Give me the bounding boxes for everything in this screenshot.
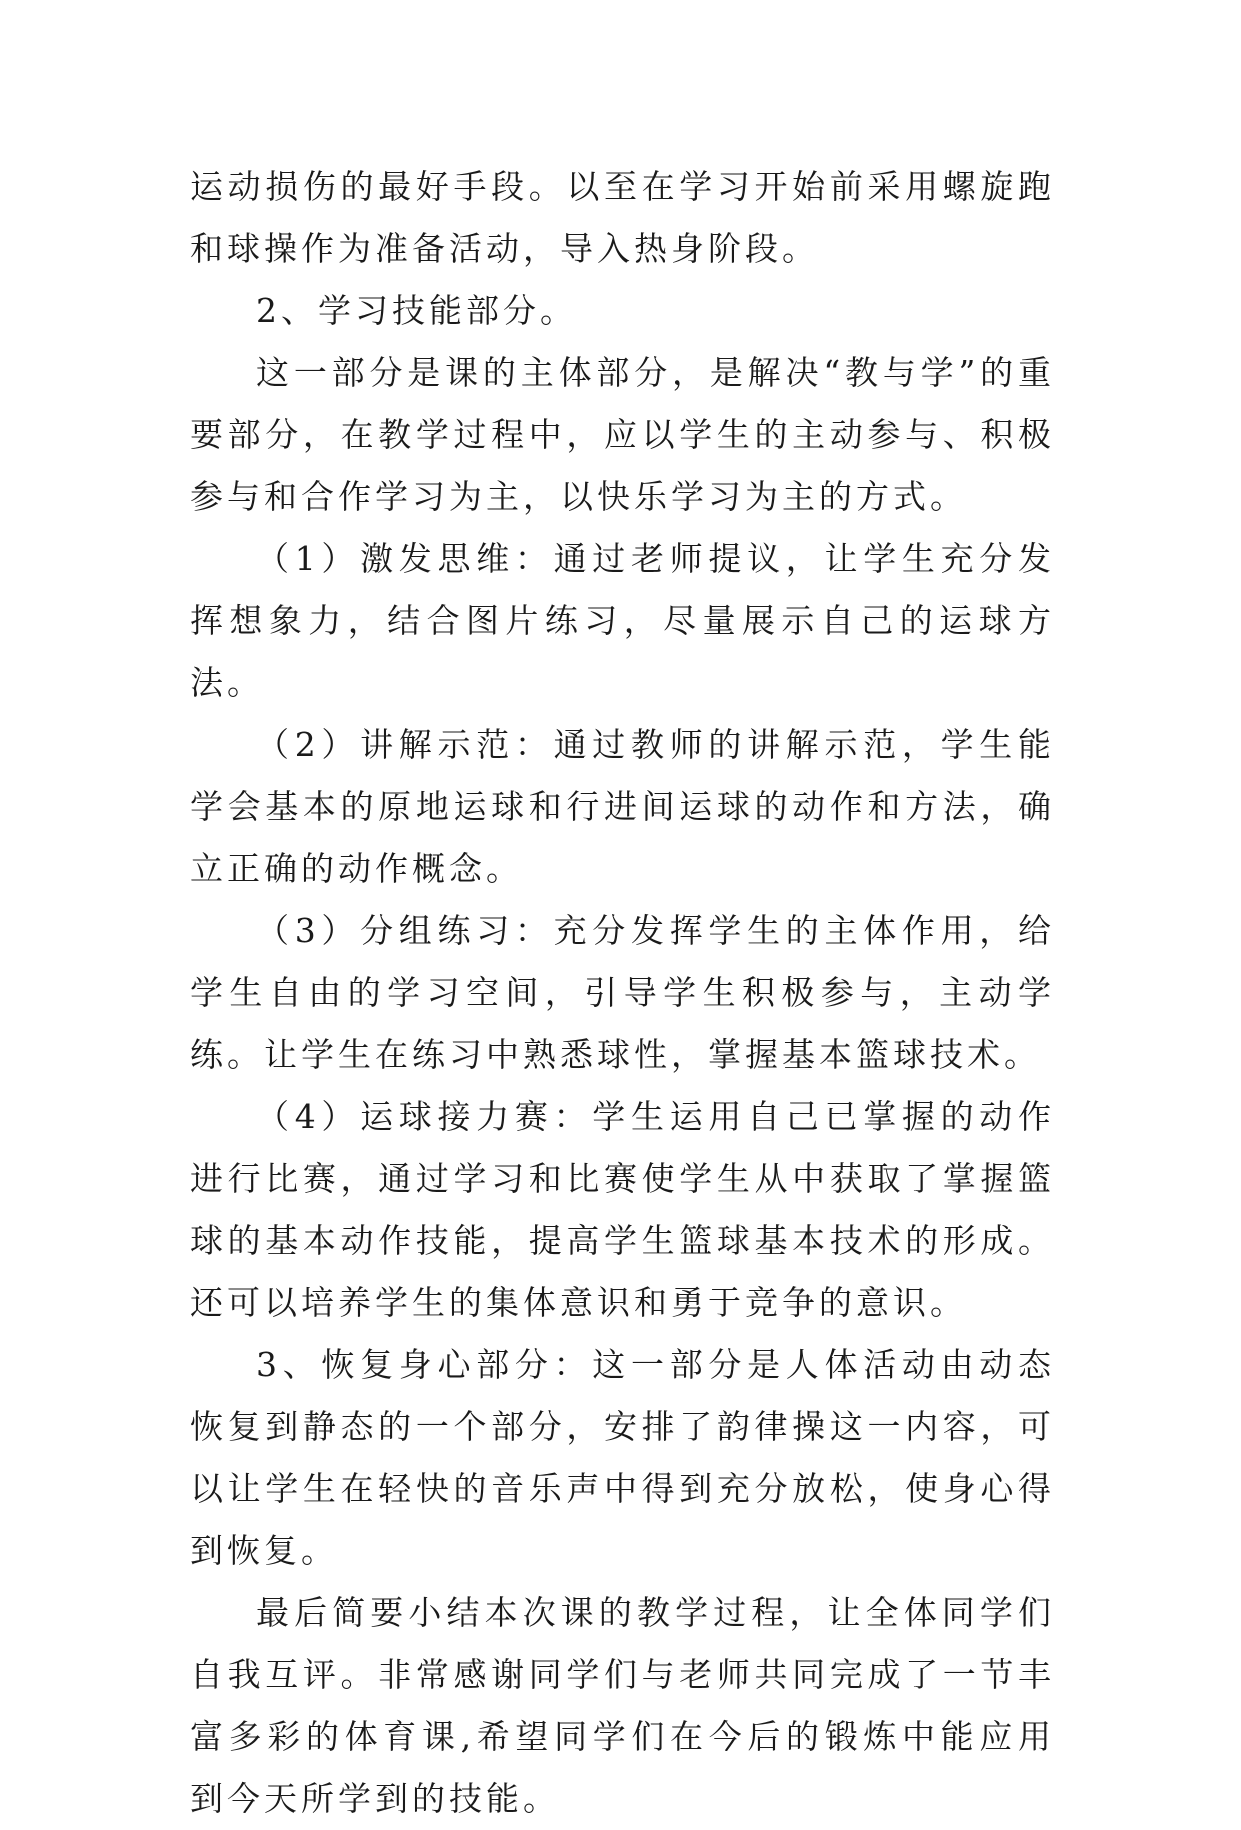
- document-body: [190, 156, 1055, 1830]
- paragraph-step-3: （3）分组练习：充分发挥学生的主体作用，给学生自由的学习空间，引导学生积极参与，主动学练。让学生在练习中熟悉球性，掌握基本篮球技术。: [190, 911, 1055, 1074]
- paragraph-intro-continuation: 运动损伤的最好手段。以至在学习开始前采用螺旋跑和球操作为准备活动，导入热身阶段。: [190, 167, 1055, 268]
- paragraph-step-4: （4）运球接力赛：学生运用自己已掌握的动作进行比赛，通过学习和比赛使学生从中获取了掌握篮球的基本动作技能，提高学生篮球基本技术的形成。还可以培养学生的集体意识和勇于竞争的意识。: [190, 1097, 1055, 1322]
- paragraph-section-3: 3、恢复身心部分：这一部分是人体活动由动态恢复到静态的一个部分，安排了韵律操这一内容，可以让学生在轻快的音乐声中得到充分放松，使身心得到恢复。: [190, 1345, 1055, 1570]
- paragraph-step-2: （2）讲解示范：通过教师的讲解示范，学生能学会基本的原地运球和行进间运球的动作和方法，确立正确的动作概念。: [190, 725, 1055, 888]
- paragraph-section-2-body: 这一部分是课的主体部分，是解决“教与学”的重要部分，在教学过程中，应以学生的主动参与、积极参与和合作学习为主，以快乐学习为主的方式。: [190, 353, 1055, 516]
- paragraph-conclusion: 最后简要小结本次课的教学过程，让全体同学们自我互评。非常感谢同学们与老师共同完成了一节丰富多彩的体育课,希望同学们在今后的锻炼中能应用到今天所学到的技能。: [190, 1593, 1055, 1818]
- paragraph-step-1: （1）激发思维：通过老师提议，让学生充分发挥想象力，结合图片练习，尽量展示自己的运球方法。: [190, 539, 1055, 702]
- paragraph-section-2-heading: 2、学习技能部分。: [256, 291, 577, 330]
